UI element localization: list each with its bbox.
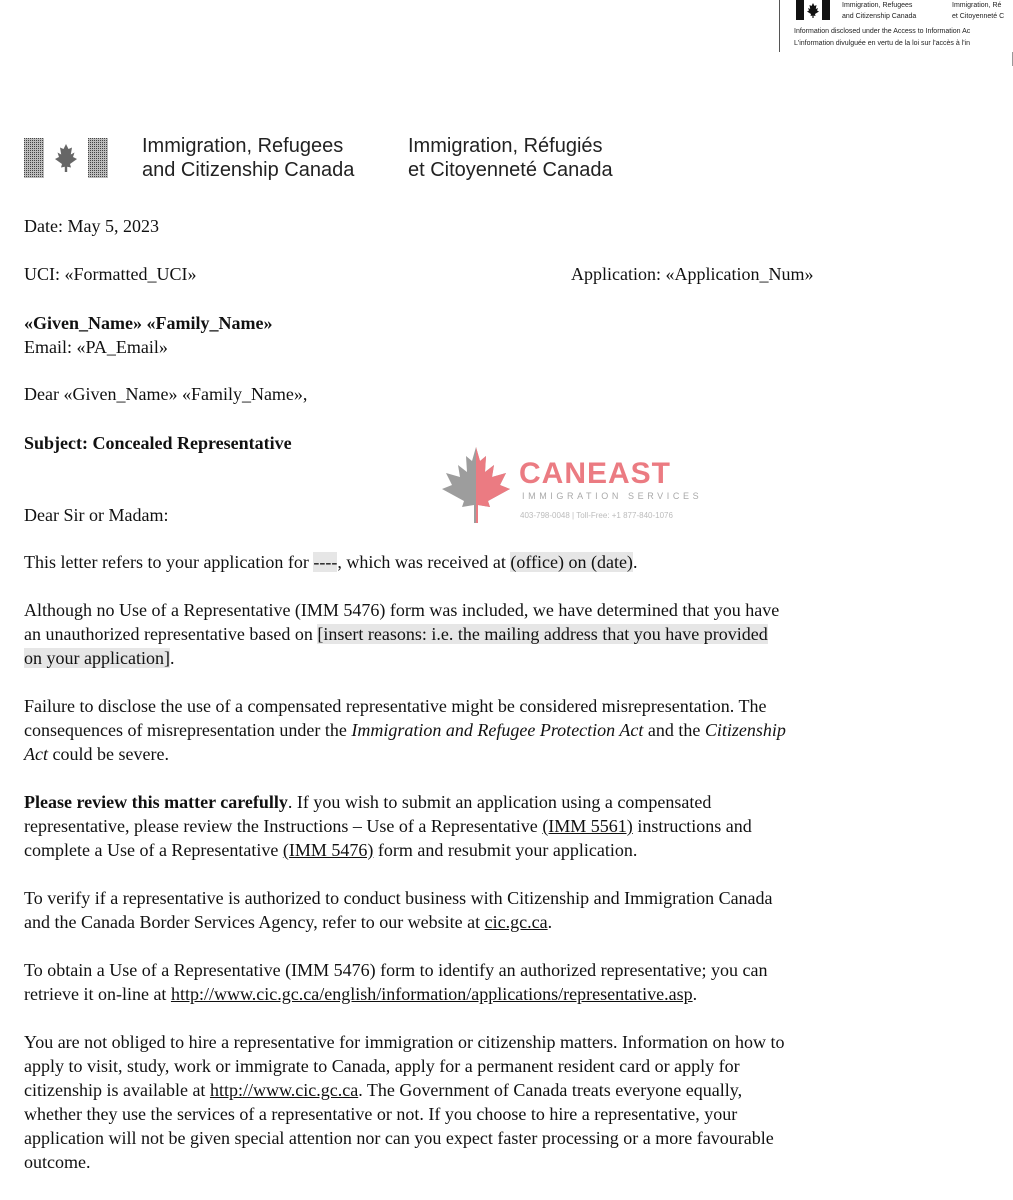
department-name-en-line2: and Citizenship Canada: [142, 159, 355, 181]
canada-flag-icon: [796, 0, 830, 20]
paragraph-7-line3: [24, 1078, 924, 1102]
p4-text-5: form and resubmit your application.: [373, 840, 638, 860]
p6-text: retrieve it on-line at: [24, 984, 171, 1004]
paragraph-7-line1: You are not obliged to hire a representative for immigration or citizenship matters. Information on how to: [24, 1032, 785, 1052]
stamp-dept-fr: [952, 0, 1004, 22]
paragraph-1: [24, 550, 924, 574]
p2-placeholder-reasons-end: on your application]: [24, 648, 170, 668]
recipient-email: Email: «PA_Email»: [24, 337, 168, 357]
representative-form-link[interactable]: http://www.cic.gc.ca/english/information/applications/representative.asp: [170, 984, 693, 1004]
watermark-phone: 403-798-0048 | Toll-Free: +1 877-840-1076: [520, 511, 673, 520]
imm-5561-link[interactable]: (IMM 5561): [542, 816, 633, 836]
paragraph-7: [24, 1030, 924, 1174]
maple-leaf-icon: [436, 445, 516, 525]
cic-home-link[interactable]: http://www.cic.gc.ca: [209, 1080, 359, 1100]
p6-period: .: [692, 984, 698, 1004]
department-name-fr-line2: et Citoyenneté Canada: [408, 159, 613, 181]
p7-text: citizenship is available at: [24, 1080, 210, 1100]
subject-line: Subject: Concealed Representative: [24, 433, 292, 453]
recipient-name: «Given_Name» «Family_Name»: [24, 313, 273, 333]
p3-act: Act: [24, 744, 48, 764]
p2-period: .: [169, 648, 175, 668]
letter-date: Date: May 5, 2023: [24, 216, 159, 236]
paragraph-5-line2: [24, 910, 924, 934]
paragraph-4-line2: [24, 814, 924, 838]
stamp-note-fr: L'information divulguée en vertu de la loi sur l'accès à l'in: [794, 40, 970, 47]
paragraph-6-line2: [24, 982, 924, 1006]
p4-text-3: instructions and: [632, 816, 752, 836]
department-name-en-line1: Immigration, Refugees: [142, 135, 344, 157]
paragraph-1-line1: [24, 550, 924, 574]
salutation-named: Dear «Given_Name» «Family_Name»,: [24, 384, 308, 404]
paragraph-3: [24, 694, 924, 766]
department-name-fr-line1: Immigration, Réfugiés: [408, 135, 603, 157]
paragraph-7-line4: whether they use the services of a representative or not. If you choose to hire a representative, your: [24, 1104, 738, 1124]
paragraph-7-line2: apply to visit, study, work or immigrate to Canada, apply for a permanent resident card or apply for: [24, 1056, 740, 1076]
p1-placeholder-program: ----: [313, 552, 338, 572]
paragraph-4: [24, 790, 924, 862]
p1-text-c: , which was received at: [337, 552, 511, 572]
paragraph-3-line2: [24, 718, 924, 742]
paragraph-2-line3: [24, 646, 924, 670]
stamp-dept-en-line1: Immigration, Refugees: [842, 2, 913, 9]
watermark-brand: CANEAST: [519, 457, 672, 490]
salutation: Dear Sir or Madam:: [24, 505, 169, 525]
imm-5476-link[interactable]: (IMM 5476): [282, 840, 374, 860]
stamp-dept-en-line2: and Citizenship Canada: [842, 13, 917, 20]
stamp-dept-en: [842, 0, 916, 22]
stamp-note-en: Information disclosed under the Access to Information Ac: [794, 28, 971, 35]
paragraph-7-line6: outcome.: [24, 1152, 91, 1172]
paragraph-4-line3: [24, 838, 924, 862]
p2-placeholder-reasons: [insert reasons: i.e. the mailing address that you have provided: [317, 624, 768, 644]
p3-act-title: Immigration and Refugee Protection Act: [351, 720, 644, 740]
paragraph-4-line1: [24, 790, 924, 814]
paragraph-2: [24, 598, 924, 670]
p4-text: . If you wish to submit an application using a compensated: [287, 792, 712, 812]
p3-severe: could be severe.: [48, 744, 169, 764]
cic-website-link[interactable]: cic.gc.ca: [484, 912, 548, 932]
paragraph-3-line3: [24, 742, 924, 766]
p4-text-2: representative, please review the Instructions – Use of a Representative: [24, 816, 543, 836]
ati-stamp: [779, 0, 1013, 52]
paragraph-7-line5: application will not be given special attention nor can you expect faster processing or a more favourable: [24, 1128, 774, 1148]
p1-text-e: .: [632, 552, 638, 572]
p3-citizenship: Citizenship: [704, 720, 786, 740]
paragraph-5: [24, 886, 924, 934]
canada-flag-logo: [24, 138, 108, 178]
p5-text: and the Canada Border Services Agency, refer to our website at: [24, 912, 485, 932]
p1-text-a: This letter refers to your application for: [24, 552, 314, 572]
uci-field: UCI: «Formatted_UCI»: [24, 264, 197, 284]
paragraph-5-line1: To verify if a representative is authorized to conduct business with Citizenship and Immigration Canada: [24, 888, 773, 908]
p3-text: consequences of misrepresentation under the: [24, 720, 352, 740]
paragraph-6: [24, 958, 924, 1006]
paragraph-2-line2: [24, 622, 924, 646]
p2-text: an unauthorized representative based on: [24, 624, 318, 644]
p7-text-2: . The Government of Canada treats everyone equally,: [358, 1080, 743, 1100]
p5-period: .: [547, 912, 553, 932]
p4-text-4: complete a Use of a Representative: [24, 840, 283, 860]
caneast-watermark: [436, 445, 746, 525]
p1-placeholder-office-date: (office) on (date): [510, 552, 633, 572]
stamp-dept-fr-line1: Immigration, Ré: [952, 2, 1002, 9]
paragraph-6-line1: To obtain a Use of a Representative (IMM 5476) form to identify an authorized representative; you can: [24, 960, 768, 980]
application-number: Application: «Application_Num»: [571, 264, 814, 284]
p4-bold-lead: Please review this matter carefully: [24, 792, 288, 812]
paragraph-2-line1: Although no Use of a Representative (IMM 5476) form was included, we have determined that you have: [24, 600, 780, 620]
department-name-fr: [408, 134, 613, 182]
stamp-dept-fr-line2: et Citoyenneté C: [952, 13, 1005, 20]
department-name-en: [142, 134, 354, 182]
paragraph-3-line1: Failure to disclose the use of a compensated representative might be considered misrepresentation. The: [24, 696, 767, 716]
watermark-tagline: IMMIGRATION SERVICES: [522, 491, 703, 501]
p3-and: and the: [643, 720, 705, 740]
